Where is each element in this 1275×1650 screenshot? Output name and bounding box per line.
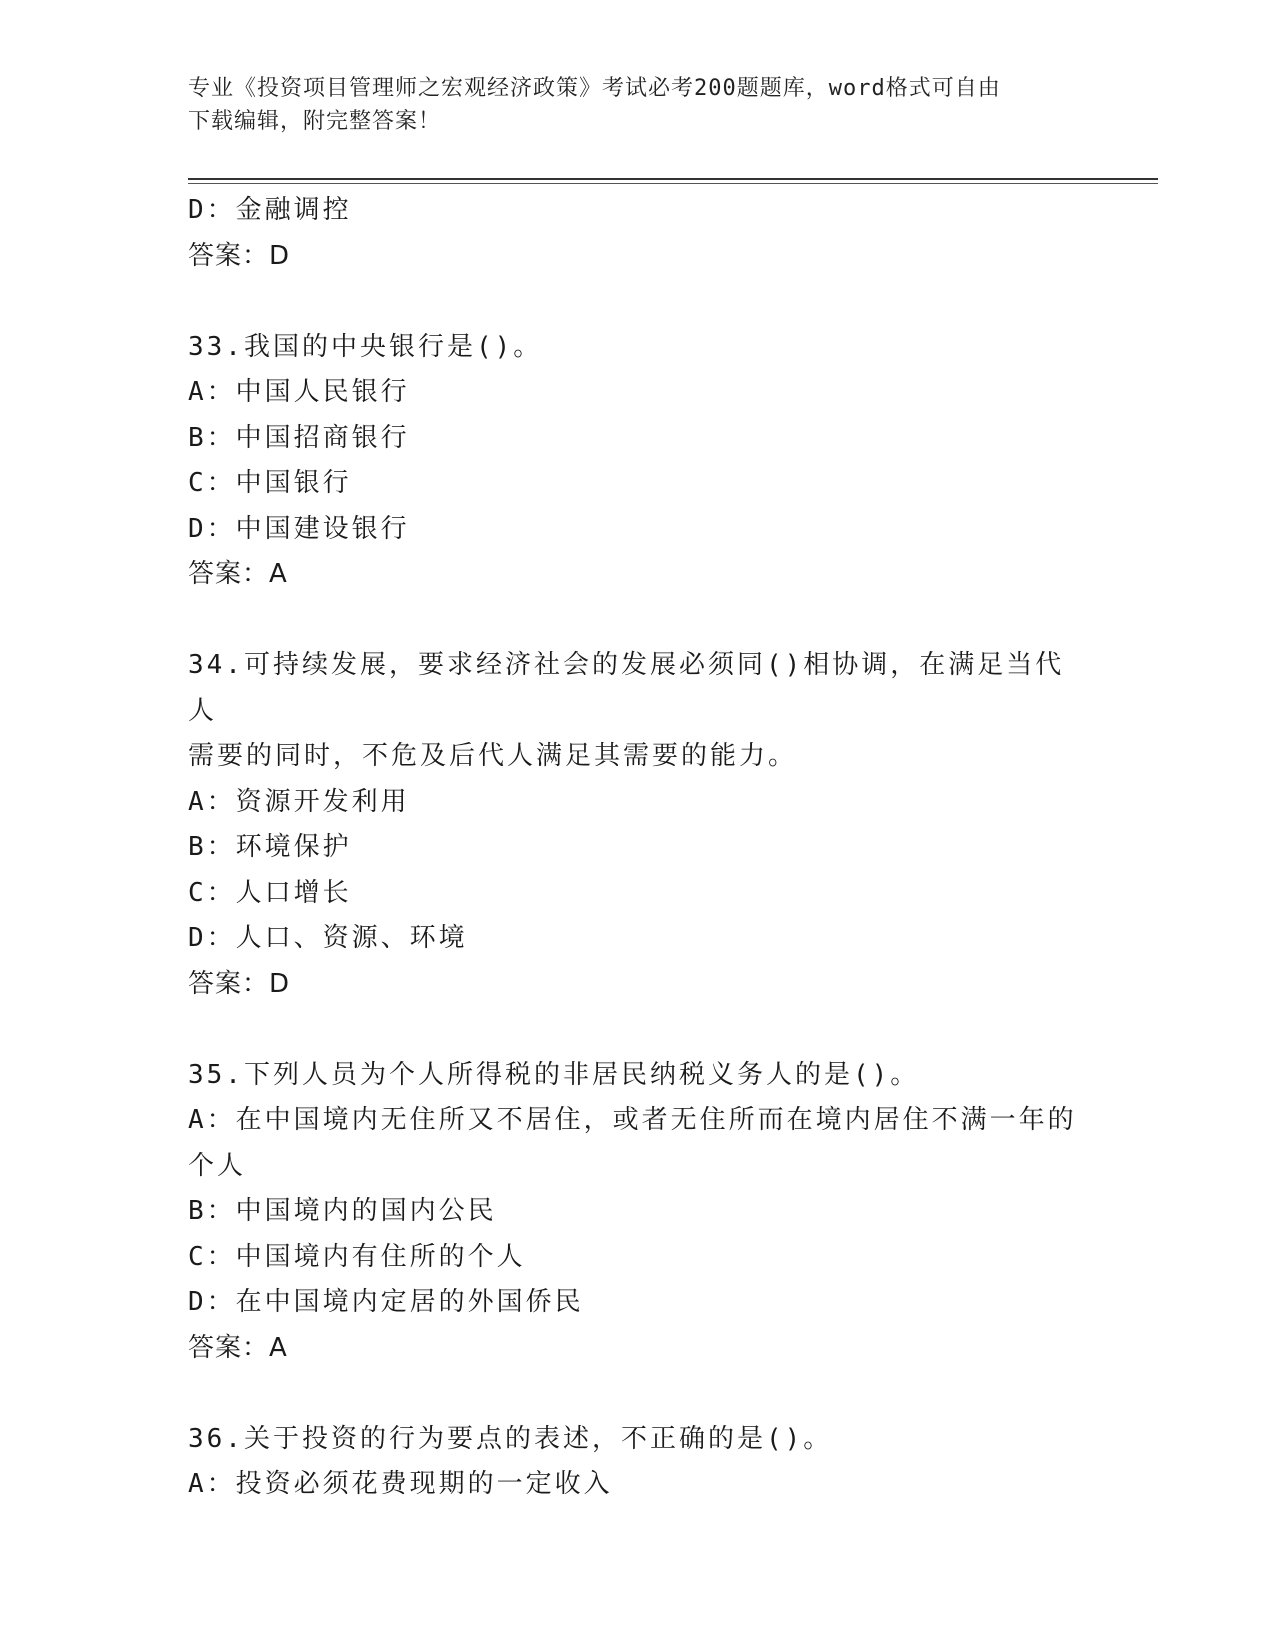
option-d: D：中国建设银行 [188, 513, 410, 544]
question-stem-continued: 需要的同时，不危及后代人满足其需要的能力。 [188, 741, 798, 771]
answer-line: 答案：A [188, 1332, 288, 1363]
spacer [188, 1007, 1088, 1053]
option-c: C：人口增长 [188, 877, 352, 908]
question-35 [188, 1053, 1088, 1372]
option-b: B：环境保护 [188, 832, 352, 862]
answer-line: 答案：A [188, 559, 288, 589]
option-d: D：人口、资源、环境 [188, 923, 468, 953]
option-d: D：在中国境内定居的外国侨民 [188, 1287, 584, 1317]
option-d: D：金融调控 [188, 195, 352, 225]
option-a-continued: 个人 [188, 1150, 247, 1181]
page-header [188, 72, 1088, 138]
option-c: C：中国银行 [188, 468, 352, 498]
question-content [188, 188, 1088, 1508]
question-33 [188, 325, 1088, 598]
question-stem: 34.可持续发展，要求经济社会的发展必须同()相协调，在满足当代人 [188, 650, 1065, 726]
question-stem: 35.下列人员为个人所得税的非居民纳税义务人的是()。 [188, 1059, 920, 1090]
option-a: A：在中国境内无住所又不居住，或者无住所而在境内居住不满一年的 [188, 1105, 1077, 1135]
option-a: A：投资必须花费现期的一定收入 [188, 1469, 613, 1499]
question-36 [188, 1417, 1088, 1508]
option-b: B：中国境内的国内公民 [188, 1196, 497, 1226]
spacer [188, 1371, 1088, 1417]
spacer [188, 598, 1088, 644]
question-34 [188, 643, 1088, 1007]
option-a: A：中国人民银行 [188, 377, 410, 407]
header-line-1: 专业《投资项目管理师之宏观经济政策》考试必考200题题库，word格式可自由 [188, 76, 1001, 101]
header-divider-thick [188, 178, 1158, 180]
option-c: C：中国境内有住所的个人 [188, 1241, 526, 1272]
option-b: B：中国招商银行 [188, 422, 410, 453]
question-stem: 33.我国的中央银行是()。 [188, 331, 543, 362]
carryover-block [188, 188, 1088, 279]
answer-line: 答案：D [188, 968, 291, 999]
question-stem: 36.关于投资的行为要点的表述，不正确的是()。 [188, 1423, 833, 1454]
spacer [188, 279, 1088, 325]
answer-line: 答案：D [188, 240, 291, 271]
header-divider-thin [188, 183, 1158, 184]
option-a: A：资源开发利用 [188, 786, 410, 817]
header-line-2: 下载编辑，附完整答案！ [188, 109, 442, 134]
